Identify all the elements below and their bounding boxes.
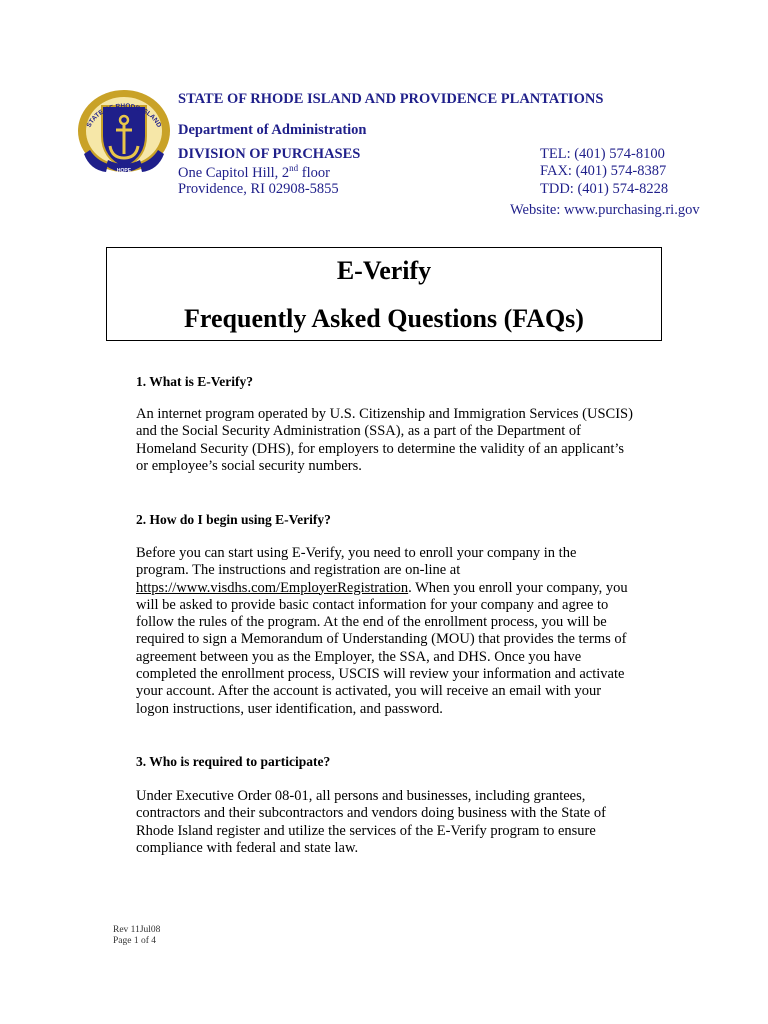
division-name: DIVISION OF PURCHASES	[178, 146, 361, 162]
address-line-1: One Capitol Hill, 2nd floor	[178, 163, 330, 181]
faq-answer-1: An internet program operated by U.S. Citizenship and Immigration Services (USCIS) and the Social Security Administration (SSA), as a part of the Department of Homeland Security (DHS), for employers to determine the validity of an applicant’s or employee’s social security numbers.	[136, 406, 633, 474]
title-box	[106, 247, 662, 341]
department-name: Department of Administration	[178, 122, 367, 138]
tdd-number: TDD: (401) 574-8228	[540, 181, 669, 197]
revision-label: Rev 11Jul08	[113, 925, 161, 935]
tel-number: TEL: (401) 574-8100	[540, 146, 665, 162]
seal-hope-text: HOPE	[116, 168, 132, 174]
fax-number: FAX: (401) 574-8387	[540, 163, 667, 179]
rhode-island-seal-icon	[76, 88, 172, 174]
address-ordinal-suffix: nd	[289, 163, 299, 173]
seal-arc-text: STATE OF RHODE ISLAND	[85, 102, 163, 129]
faq-question-3: 3. Who is required to participate?	[136, 754, 331, 769]
page-number: Page 1 of 4	[113, 936, 157, 946]
address-line-2: Providence, RI 02908-5855	[178, 181, 339, 197]
document-subtitle: Frequently Asked Questions (FAQs)	[184, 304, 584, 333]
faq-question-2: 2. How do I begin using E-Verify?	[136, 512, 331, 527]
state-name: STATE OF RHODE ISLAND AND PROVIDENCE PLANTATIONS	[178, 91, 604, 107]
document-title: E-Verify	[336, 256, 432, 285]
faq-answer-2: Before you can start using E-Verify, you need to enroll your company in the program. The instructions and registration are on-line at https://www.visdhs.com/EmployerRegistration. When you enroll your company, you will be asked to provide basic contact information for your company and agree to follow the rules of the program. At the end of the enrollment process, you will be required to sign a Memorandum of Understanding (MOU) that provides the terms of agreement between you as the Employer, the SSA, and DHS. Once you have completed the enrollment process, USCIS will review your information and activate your account. After the account is activated, you will receive an email with your logon instructions, user identification, and password.	[136, 545, 628, 717]
employer-registration-link[interactable]: https://www.visdhs.com/EmployerRegistration	[136, 579, 409, 596]
faq-question-1: 1. What is E-Verify?	[136, 374, 254, 389]
faq-answer-3: Under Executive Order 08-01, all persons and businesses, including grantees, contractors and their subcontractors and vendors doing business with the State of Rhode Island register and utilize the services of the E-Verify program to ensure compliance with federal and state law.	[136, 788, 606, 856]
website-link[interactable]: Website: www.purchasing.ri.gov	[510, 202, 700, 218]
